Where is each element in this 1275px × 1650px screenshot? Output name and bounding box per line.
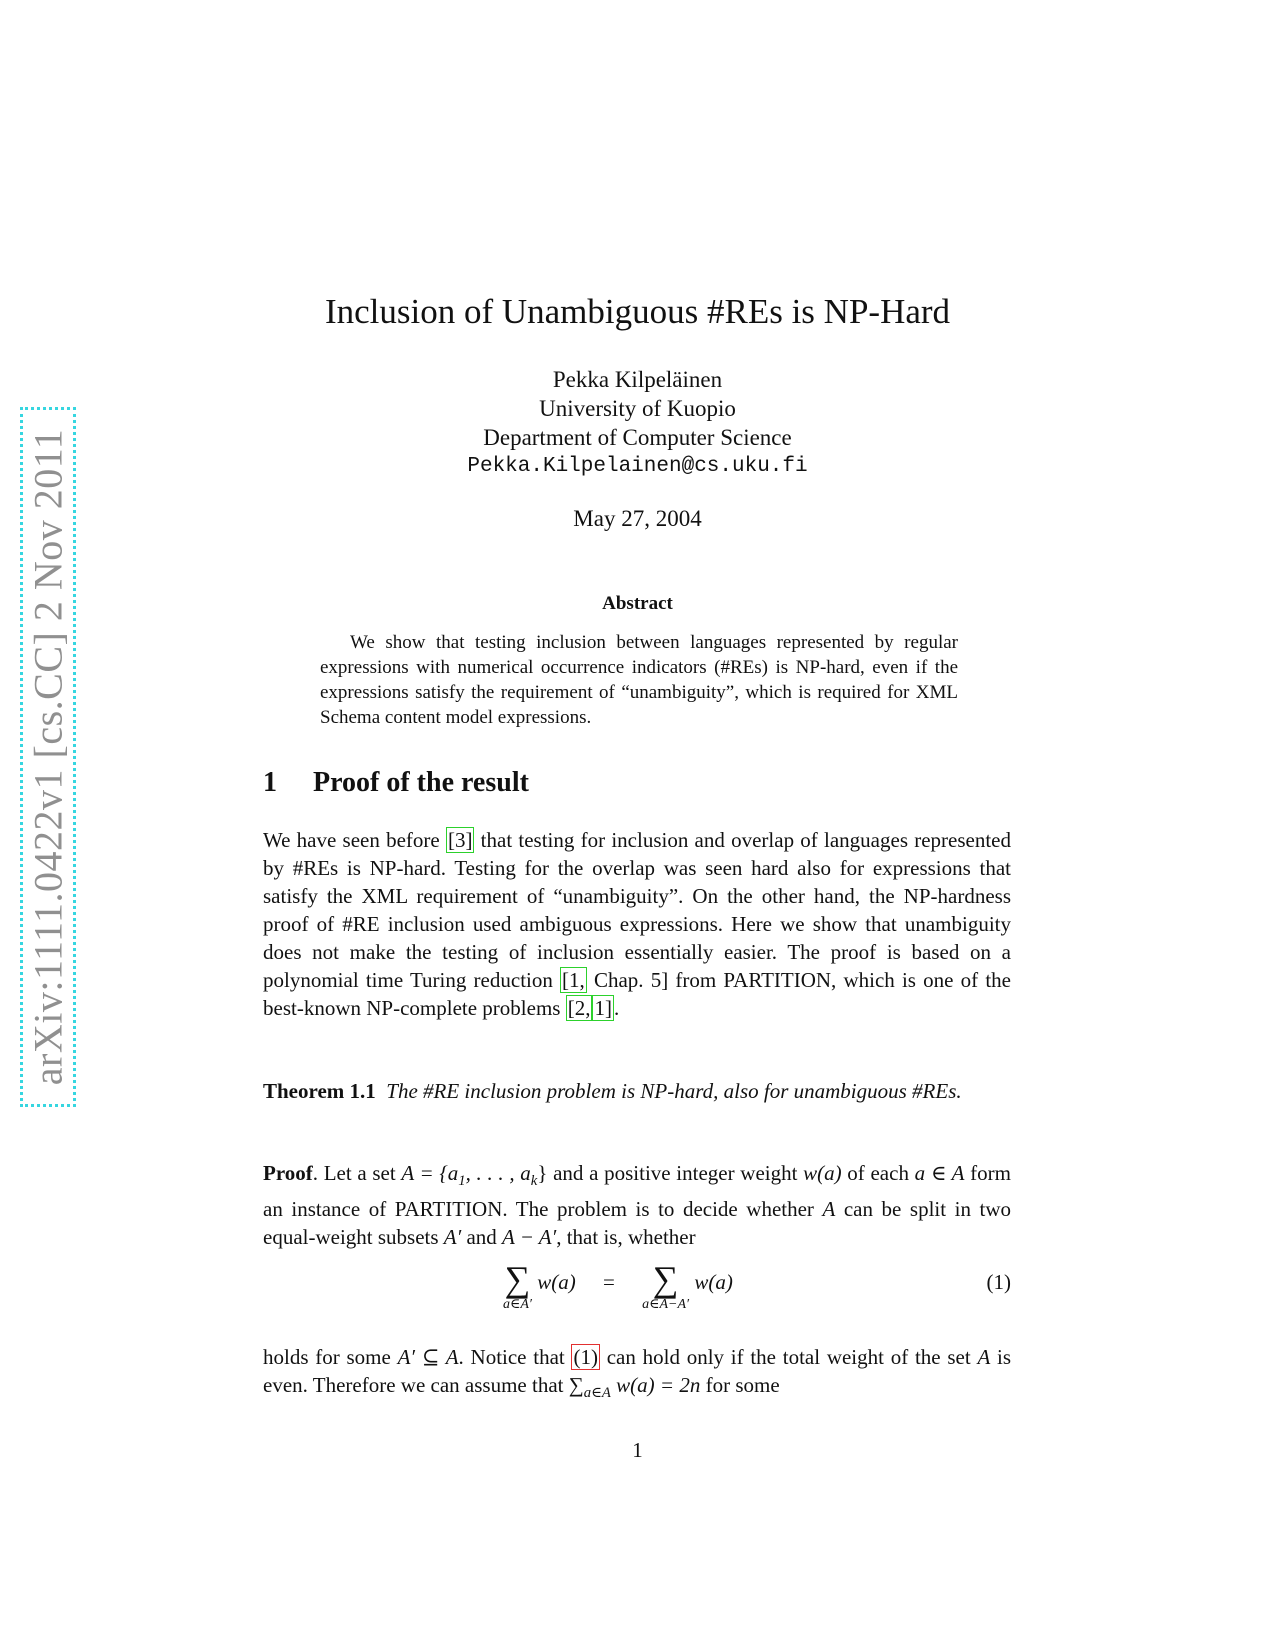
abstract-body: We show that testing inclusion between languages represented by regular expressions with numerical occurrence indicators (#REs) is NP-hard, even if the expressions satisfy the requirement of “unambiguity”, which is required for XML Schema content model expressions. [320,632,958,728]
abstract-heading: Abstract [602,593,673,614]
right-summation: ∑ a∈A−A′ [642,1259,690,1312]
equation-1 [263,1260,1011,1332]
proof-continuation-paragraph: holds for some A′ ⊆ A. Notice that (1) can hold only if the total weight of the set A is even. Therefore we can assume that $\sum_{a\in A}$ w(a) = 2n for some [263,1345,1012,1402]
equals-sign: = [602,1270,615,1294]
theorem-label: Theorem 1.1 [263,1079,376,1103]
section-heading [263,767,529,799]
paper-title: Inclusion of Unambiguous #REs is NP-Hard [324,292,951,331]
right-term: w(a) [694,1270,733,1294]
author-block [0,365,1275,481]
author-department: Department of Computer Science [483,425,792,450]
abstract-text [320,630,958,730]
author-affiliation: University of Kuopio [539,396,736,421]
intro-paragraph: We have seen before [3] that testing for inclusion and overlap of languages represented by #REs is NP-hard. Testing for the overlap was seen hard also for expressions that satisfy the XML requirement of “unambiguity”. On the other hand, the NP-hardness proof of #RE inclusion used ambiguous expressions. Here we show that unambiguity does not make the testing of inclusion essentially easier. The proof is based on a polynomial time Turing reduction [1, Chap. 5] from PARTITION, which is one of the best-known NP-complete problems [2, 1]. [263,828,1011,1020]
citation-link[interactable]: 1] [594,996,612,1020]
theorem-block [263,1077,1011,1105]
equation-reference-link[interactable]: (1) [573,1345,598,1369]
author-name: Pekka Kilpeläinen [552,367,723,392]
left-summation: ∑ a∈A′ [503,1259,532,1312]
section-title: Proof of the result [313,767,529,798]
paper-date: May 27, 2004 [573,506,702,531]
citation-link[interactable]: [2, [567,996,591,1020]
left-term: w(a) [537,1270,576,1294]
proof-label: Proof [263,1161,313,1185]
section-number: 1 [263,767,277,798]
citation-link[interactable]: [3] [447,828,473,852]
equation-number: (1) [986,1270,1011,1294]
proof-paragraph: Proof. Let a set $A = \{a_1$, . . . , $a_k$} and a positive integer weight w(a) of each a ∈ A form an instance of PARTITION. The problem is to decide whether A can be split in two equal-weight subsets A′ and A − A′, that is, whether [263,1161,1012,1250]
author-email[interactable]: Pekka.Kilpelainen@cs.uku.fi [467,455,808,478]
arxiv-identifier: arXiv:1111.0422v1 [cs.CC] 2 Nov 2011 [25,428,71,1086]
page-number: 1 [632,1438,643,1462]
theorem-statement: The #RE inclusion problem is NP-hard, also for unambiguous #REs. [386,1079,962,1103]
citation-link[interactable]: [1, [562,968,585,992]
